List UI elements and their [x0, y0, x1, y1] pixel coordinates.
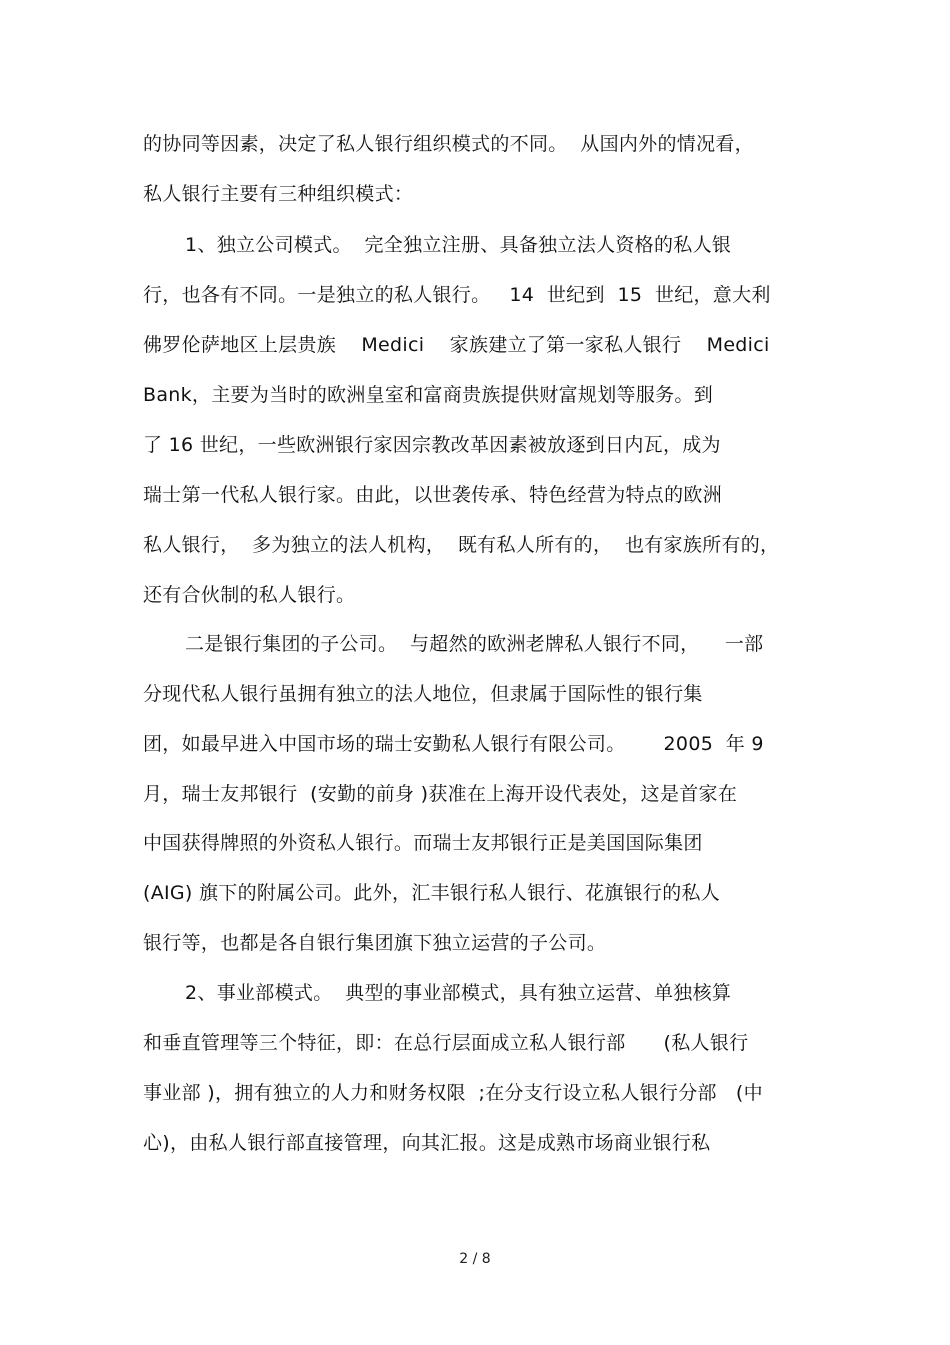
paragraph-line: (AIG) 旗下的附属公司。此外，汇丰银行私人银行、花旗银行的私人 [143, 882, 721, 904]
paragraph-line: 二是银行集团的子公司。 与超然的欧洲老牌私人银行不同， 一部 [185, 633, 764, 655]
paragraph-line: 的协同等因素，决定了私人银行组织模式的不同。 从国内外的情况看， [143, 133, 754, 155]
paragraph-line: 私人银行， 多为独立的法人机构， 既有私人所有的， 也有家族所有的， [143, 534, 780, 556]
paragraph-line: 了 16 世纪，一些欧洲银行家因宗教改革因素被放逐到日内瓦，成为 [143, 434, 721, 456]
paragraph-line: 中国获得牌照的外资私人银行。而瑞士友邦银行正是美国国际集团 [143, 832, 703, 854]
paragraph-line: 瑞士第一代私人银行家。由此，以世袭传承、特色经营为特点的欧洲 [143, 484, 723, 506]
paragraph-line: 2、事业部模式。 典型的事业部模式，具有独立运营、单独核算 [185, 982, 732, 1004]
paragraph-line: 和垂直管理等三个特征，即：在总行层面成立私人银行部 (私人银行 [143, 1032, 749, 1054]
paragraph-line: 分现代私人银行虽拥有独立的法人地位，但隶属于国际性的银行集 [143, 683, 703, 705]
paragraph-line: Bank，主要为当时的欧洲皇室和富商贵族提供财富规划等服务。到 [143, 384, 714, 406]
paragraph-line: 团，如最早进入中国市场的瑞士安勤私人银行有限公司。 2005 年 9 [143, 733, 764, 755]
paragraph-line: 1、独立公司模式。 完全独立注册、具备独立法人资格的私人银 [185, 234, 732, 256]
paragraph-line: 月，瑞士友邦银行 (安勤的前身 )获准在上海开设代表处，这是首家在 [143, 783, 738, 805]
paragraph-line: 私人银行主要有三种组织模式： [143, 183, 414, 205]
paragraph-line: 心)，由私人银行部直接管理，向其汇报。这是成熟市场商业银行私 [143, 1132, 711, 1154]
page-number: 2 / 8 [459, 1251, 491, 1267]
paragraph-line: 银行等，也都是各自银行集团旗下独立运营的子公司。 [143, 932, 607, 954]
paragraph-line: 行，也各有不同。一是独立的私人银行。 14 世纪到 15 世纪，意大利 [143, 284, 771, 306]
paragraph-line: 佛罗伦萨地区上层贵族 Medici 家族建立了第一家私人银行 Medici [143, 334, 770, 356]
paragraph-line: 事业部 )，拥有独立的人力和财务权限 ;在分支行设立私人银行分部 (中 [143, 1082, 763, 1104]
paragraph-line: 还有合伙制的私人银行。 [143, 584, 356, 606]
